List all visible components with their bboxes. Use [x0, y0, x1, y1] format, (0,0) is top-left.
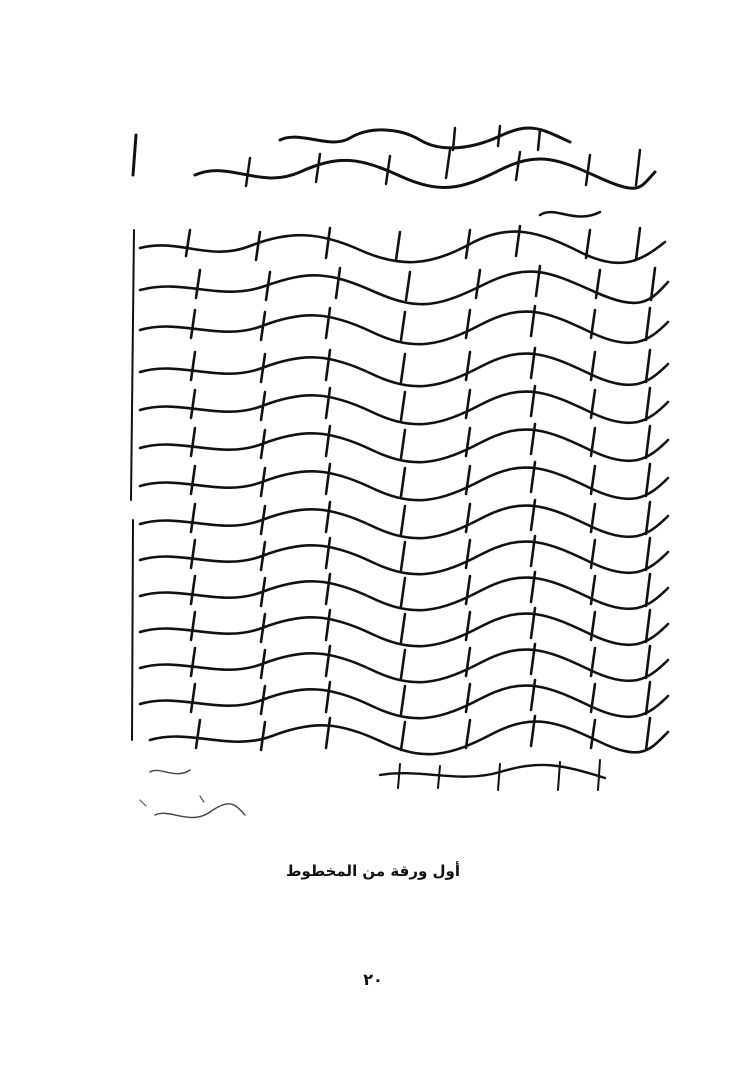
- figure-caption: أول ورقة من المخطوط: [285, 862, 461, 880]
- page-number: ٢٠: [363, 970, 383, 989]
